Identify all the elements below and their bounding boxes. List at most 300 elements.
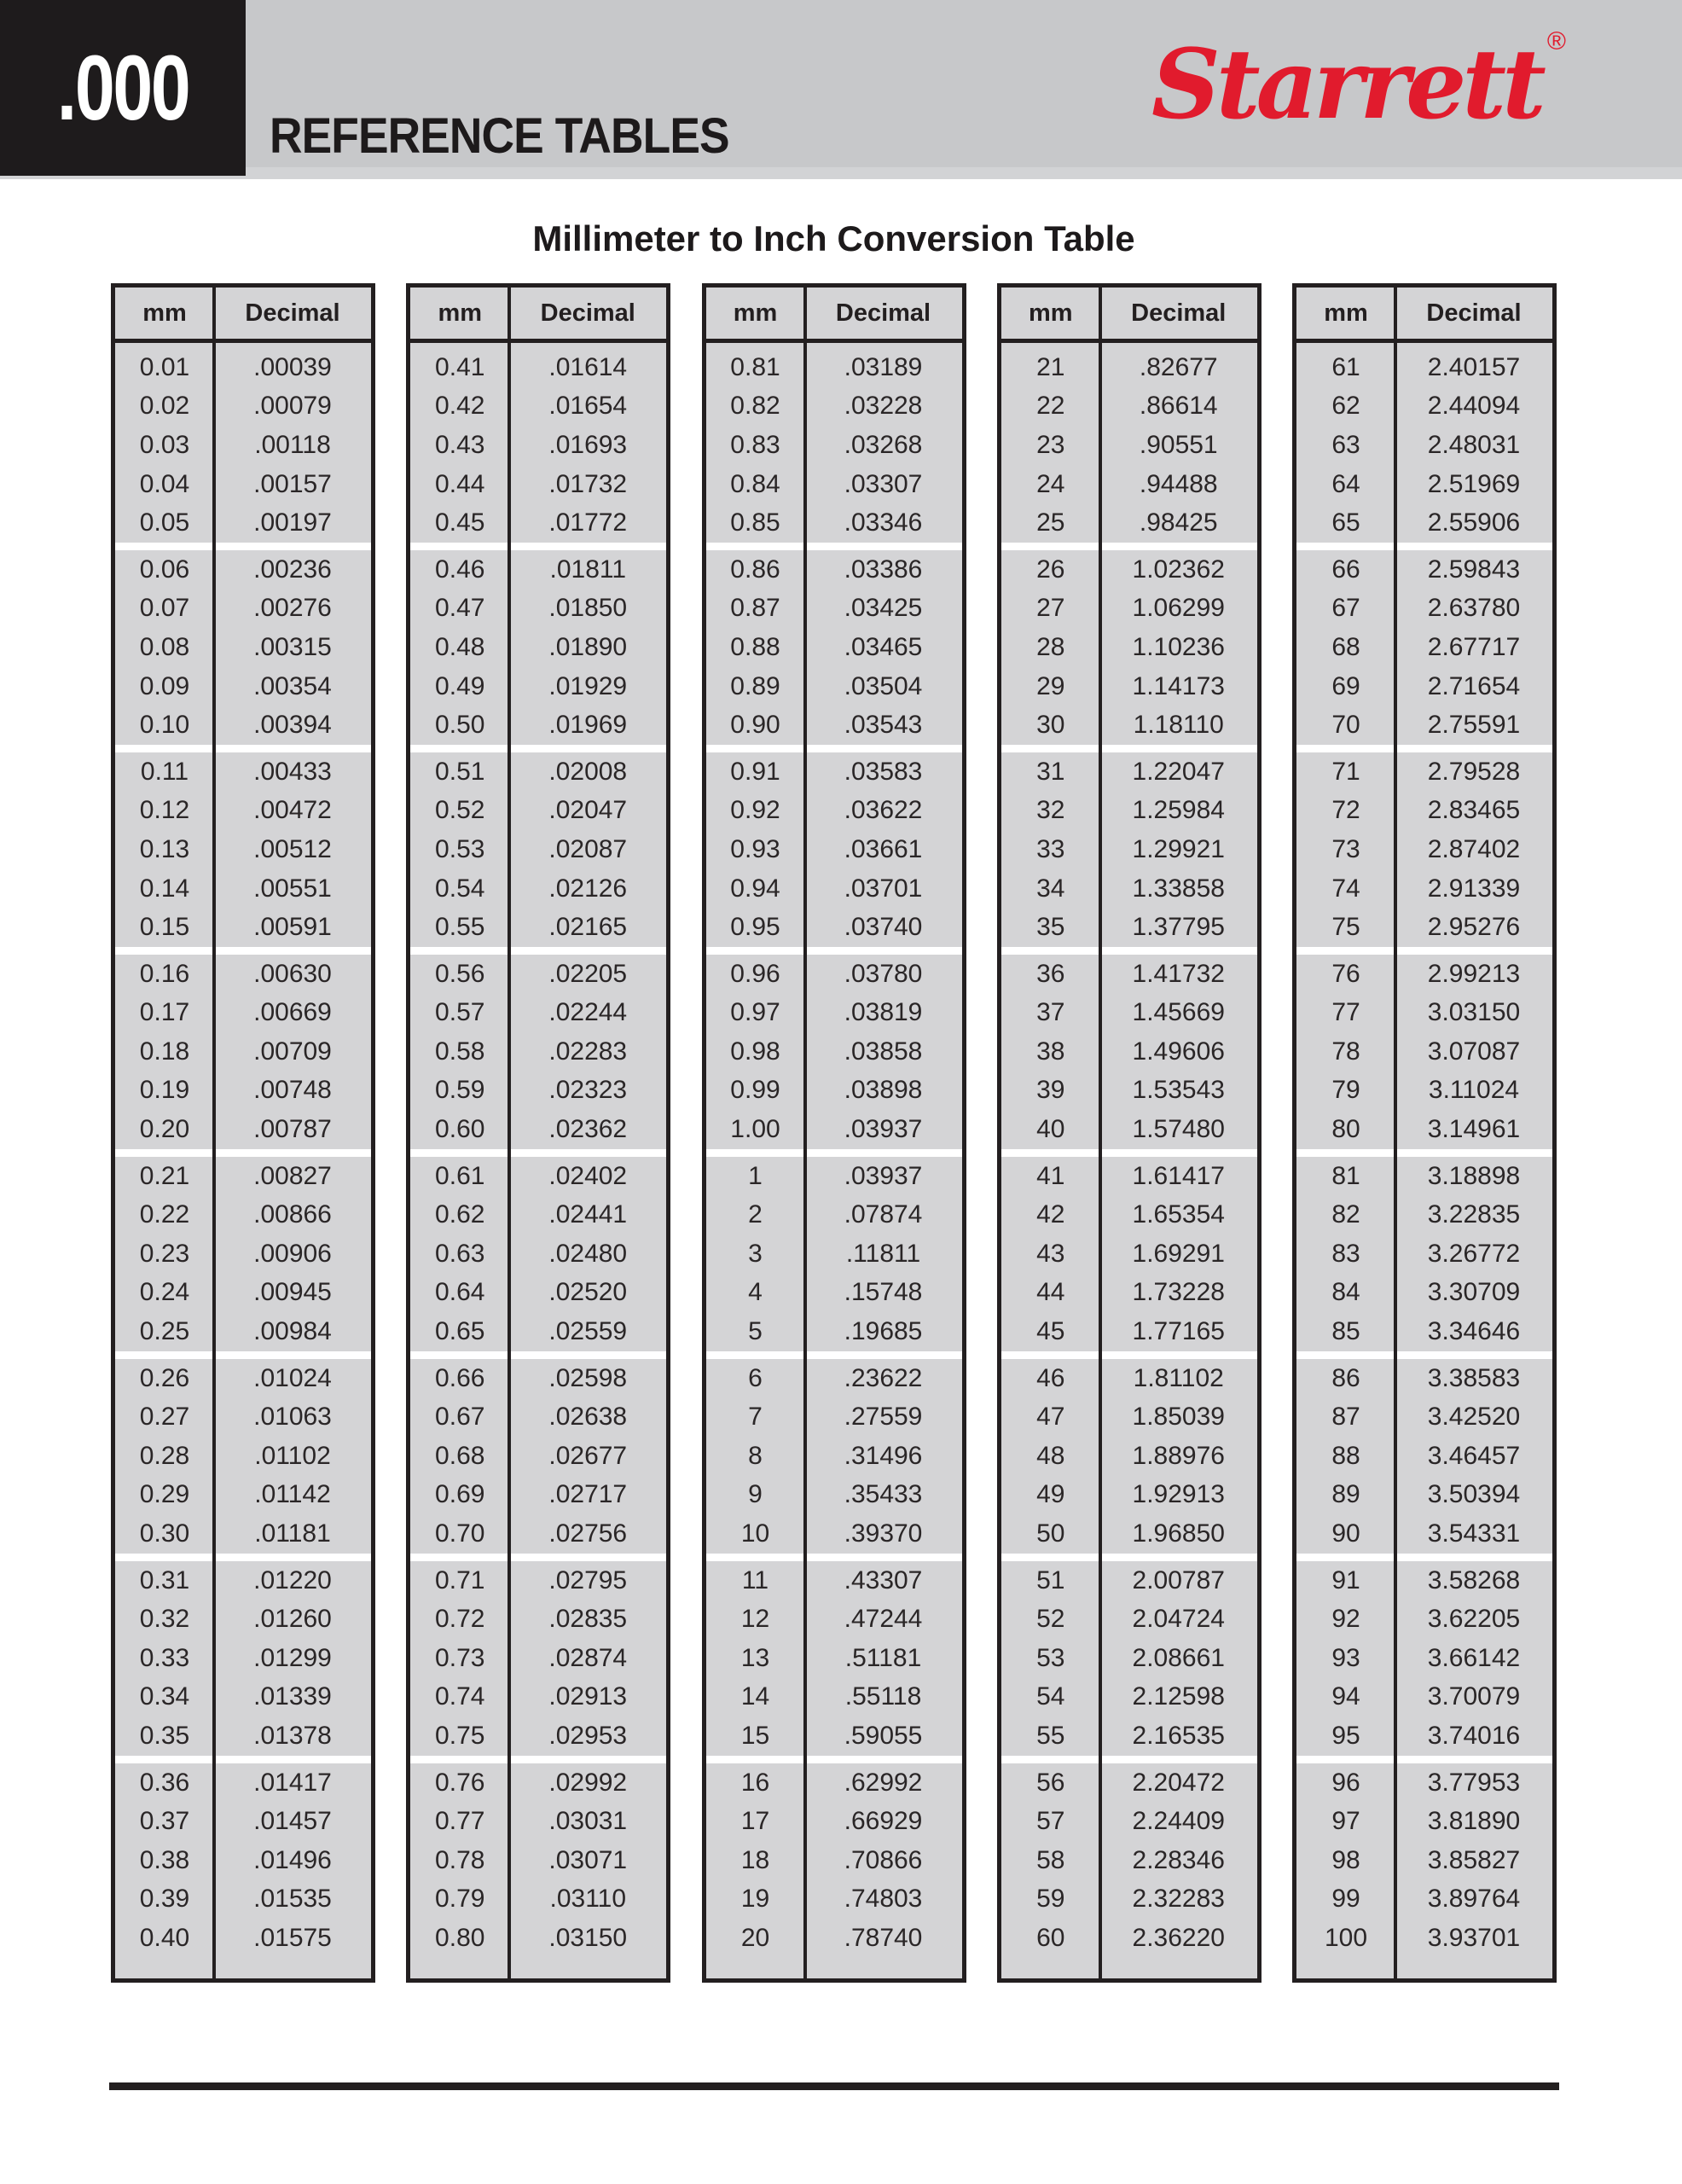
table-row: [1001, 1359, 1257, 1398]
table-row: [706, 387, 962, 427]
decimal-inch-value: 2.83465: [1427, 796, 1521, 825]
mm-value: 0.08: [139, 632, 190, 661]
decimal-inch-value: .02244: [548, 998, 628, 1027]
mm-value: 0.18: [139, 1037, 190, 1066]
decimal-inch-value: 1.96850: [1132, 1519, 1225, 1548]
table-row: [1001, 465, 1257, 504]
mm-value: 0.30: [139, 1519, 190, 1548]
decimal-inch-value: 3.07087: [1427, 1037, 1521, 1066]
mm-value: 0.12: [139, 796, 190, 825]
mm-value: 27: [1036, 594, 1065, 623]
row-group: [1296, 1763, 1552, 1978]
decimal-inch-value: .02953: [548, 1721, 628, 1750]
decimal-inch-value: .00472: [253, 796, 332, 825]
mm-value: 96: [1331, 1768, 1360, 1797]
table-row: [1296, 1274, 1552, 1313]
mm-value: 100: [1324, 1923, 1368, 1952]
column-divider: [1099, 288, 1102, 1978]
decimal-inch-value: 1.61417: [1132, 1161, 1225, 1190]
table-row: [1001, 1437, 1257, 1476]
table-row: [115, 387, 371, 427]
row-group: [706, 1359, 962, 1554]
mm-value: 0.75: [435, 1721, 485, 1750]
decimal-inch-value: .00197: [253, 508, 332, 537]
mm-value: 0.89: [730, 671, 780, 700]
decimal-inch-value: .01693: [548, 430, 628, 459]
table-row: [410, 792, 666, 831]
table-row: [1001, 994, 1257, 1033]
table-row: [115, 426, 371, 465]
decimal-column-header: Decimal: [245, 299, 340, 327]
mm-value: 0.20: [139, 1115, 190, 1144]
decimal-inch-value: .02756: [548, 1519, 628, 1548]
decimal-inch-value: 3.18898: [1427, 1161, 1521, 1190]
table-row: [706, 1157, 962, 1196]
decimal-inch-value: .82677: [1139, 352, 1218, 381]
table-row: [1001, 1397, 1257, 1437]
decimal-inch-value: .70866: [844, 1845, 923, 1874]
table-row: [115, 869, 371, 909]
decimal-inch-value: .02047: [548, 796, 628, 825]
decimal-inch-value: .02323: [548, 1076, 628, 1105]
mm-value: 9: [748, 1480, 763, 1509]
decimal-inch-value: .03425: [844, 594, 923, 623]
table-row: [1001, 869, 1257, 909]
mm-value: 0.92: [730, 796, 780, 825]
table-row: [1296, 706, 1552, 745]
decimal-inch-value: .00984: [253, 1317, 332, 1346]
decimal-inch-value: 3.42520: [1427, 1403, 1521, 1432]
mm-value: 0.24: [139, 1278, 190, 1307]
table-row: [706, 869, 962, 909]
table-row: [706, 1397, 962, 1437]
decimal-inch-value: .02283: [548, 1037, 628, 1066]
table-row: [115, 465, 371, 504]
table-row: [410, 955, 666, 994]
table-row: [115, 830, 371, 869]
table-row: [1296, 792, 1552, 831]
mm-value: 82: [1331, 1200, 1360, 1229]
mm-value: 0.41: [435, 352, 485, 381]
decimal-inch-value: .00236: [253, 555, 332, 584]
mm-value: 0.32: [139, 1605, 190, 1634]
decimal-inch-value: .02362: [548, 1115, 628, 1144]
table-row: [115, 1678, 371, 1717]
decimal-inch-value: .43307: [844, 1565, 923, 1594]
decimal-inch-value: .00118: [254, 430, 331, 459]
table-row: [410, 1032, 666, 1072]
decimal-inch-value: .00866: [253, 1200, 332, 1229]
mm-value: 0.22: [139, 1200, 190, 1229]
table-row: [706, 1312, 962, 1351]
mm-column-header: mm: [1028, 299, 1073, 327]
table-row: [706, 1561, 962, 1600]
mm-value: 37: [1036, 998, 1065, 1027]
table-row: [706, 1639, 962, 1678]
mm-value: 0.93: [730, 834, 780, 863]
table-row: [410, 348, 666, 387]
mm-value: 0.73: [435, 1643, 485, 1672]
mm-value: 0.33: [139, 1643, 190, 1672]
decimal-inch-value: .01299: [253, 1643, 332, 1672]
table-row: [1001, 1514, 1257, 1554]
decimal-inch-value: .35433: [844, 1480, 923, 1509]
table-row: [706, 1110, 962, 1149]
table-row: [706, 503, 962, 543]
table-row: [1001, 792, 1257, 831]
table-row: [1296, 955, 1552, 994]
table-row: [706, 465, 962, 504]
table-row: [706, 1919, 962, 1958]
table-row: [1296, 348, 1552, 387]
table-row: [1001, 955, 1257, 994]
table-row: [1296, 1880, 1552, 1920]
decimal-inch-value: .00709: [253, 1037, 332, 1066]
decimal-inch-value: 1.81102: [1133, 1363, 1224, 1392]
mm-value: 0.68: [435, 1441, 485, 1470]
mm-value: 0.65: [435, 1317, 485, 1346]
mm-value: 0.47: [435, 594, 485, 623]
row-group: [115, 1157, 371, 1351]
mm-value: 0.14: [139, 874, 190, 903]
decimal-inch-value: 2.36220: [1132, 1923, 1225, 1952]
mm-value: 57: [1036, 1807, 1065, 1836]
table-title: Millimeter to Inch Conversion Table: [532, 218, 1135, 258]
table-row: [1001, 1157, 1257, 1196]
mm-value: 28: [1036, 632, 1065, 661]
decimal-inch-value: 1.49606: [1132, 1037, 1225, 1066]
table-row: [706, 1195, 962, 1234]
decimal-inch-value: .00748: [253, 1076, 332, 1105]
row-group: [410, 752, 666, 947]
table-row: [706, 1802, 962, 1841]
decimal-inch-value: .02087: [548, 834, 628, 863]
decimal-inch-value: .01496: [253, 1845, 332, 1874]
mm-value: 30: [1036, 711, 1065, 740]
decimal-inch-value: 2.24409: [1132, 1807, 1225, 1836]
row-group: [1001, 1561, 1257, 1756]
mm-value: 0.64: [435, 1278, 485, 1307]
mm-value: 65: [1331, 508, 1360, 537]
decimal-inch-value: .03307: [844, 469, 923, 498]
decimal-inch-value: .15748: [844, 1278, 923, 1307]
row-group: [410, 1561, 666, 1756]
column-divider: [803, 288, 807, 1978]
mm-value: 0.42: [435, 392, 485, 421]
table-row: [115, 590, 371, 629]
table-body: [1001, 343, 1257, 1978]
mm-value: 0.87: [730, 594, 780, 623]
mm-value: 0.97: [730, 998, 780, 1027]
decimal-inch-value: .00906: [253, 1239, 332, 1268]
table-row: [115, 1195, 371, 1234]
table-header-row: [706, 288, 962, 343]
decimal-inch-value: .02126: [548, 874, 628, 903]
mm-value: 0.55: [435, 913, 485, 942]
decimal-inch-value: .00551: [253, 874, 332, 903]
mm-value: 41: [1036, 1161, 1065, 1190]
mm-value: 0.26: [139, 1363, 190, 1392]
table-row: [410, 1476, 666, 1515]
table-row: [1296, 1514, 1552, 1554]
decimal-inch-value: .02520: [548, 1278, 628, 1307]
mm-value: 14: [740, 1682, 770, 1711]
table-row: [706, 590, 962, 629]
table-row: [1001, 1072, 1257, 1111]
mm-value: 0.95: [730, 913, 780, 942]
table-row: [115, 1514, 371, 1554]
table-row: [1296, 752, 1552, 792]
table-row: [706, 1678, 962, 1717]
table-row: [1296, 1072, 1552, 1111]
column-divider: [1394, 288, 1397, 1978]
mm-value: 0.74: [435, 1682, 485, 1711]
section-tab-box: [0, 0, 246, 176]
decimal-inch-value: .01811: [549, 555, 627, 584]
decimal-inch-value: .03622: [844, 796, 923, 825]
mm-value: 56: [1036, 1768, 1065, 1797]
table-row: [1296, 1561, 1552, 1600]
table-row: [115, 1639, 371, 1678]
row-group: [1296, 955, 1552, 1149]
decimal-inch-value: 2.95276: [1427, 913, 1521, 942]
mm-value: 70: [1331, 711, 1360, 740]
mm-value: 0.80: [435, 1923, 485, 1952]
table-row: [1296, 1110, 1552, 1149]
table-row: [115, 1157, 371, 1196]
decimal-inch-value: .01024: [253, 1363, 332, 1392]
table-row: [1001, 550, 1257, 590]
mm-value: 0.50: [435, 711, 485, 740]
table-row: [1296, 1476, 1552, 1515]
table-row: [1296, 830, 1552, 869]
decimal-inch-value: 2.55906: [1427, 508, 1521, 537]
row-group: [410, 550, 666, 745]
row-group: [1296, 1359, 1552, 1554]
mm-value: 0.21: [139, 1161, 190, 1190]
decimal-inch-value: 3.70079: [1427, 1682, 1521, 1711]
table-row: [115, 1763, 371, 1803]
mm-value: 36: [1036, 959, 1065, 988]
decimal-inch-value: .00591: [253, 913, 332, 942]
mm-value: 0.45: [435, 508, 485, 537]
mm-value: 66: [1331, 555, 1360, 584]
mm-value: 91: [1331, 1565, 1360, 1594]
table-row: [410, 1678, 666, 1717]
decimal-inch-value: 1.45669: [1132, 998, 1225, 1027]
row-group: [706, 752, 962, 947]
decimal-inch-value: .03386: [844, 555, 923, 584]
decimal-inch-value: .03583: [844, 757, 923, 786]
mm-value: 0.60: [435, 1115, 485, 1144]
decimal-column-header: Decimal: [540, 299, 635, 327]
decimal-inch-value: .98425: [1139, 508, 1218, 537]
decimal-inch-value: .00433: [253, 757, 332, 786]
table-row: [706, 1763, 962, 1803]
table-row: [706, 426, 962, 465]
mm-value: 44: [1036, 1278, 1065, 1307]
mm-value: 25: [1036, 508, 1065, 537]
table-row: [706, 1437, 962, 1476]
row-group: [1296, 343, 1552, 543]
table-row: [1296, 1234, 1552, 1274]
decimal-inch-value: .66929: [844, 1807, 923, 1836]
mm-value: 0.79: [435, 1885, 485, 1914]
table-row: [410, 503, 666, 543]
decimal-inch-value: .03701: [844, 874, 923, 903]
decimal-inch-value: 1.18110: [1133, 711, 1224, 740]
table-row: [410, 1312, 666, 1351]
table-row: [1001, 348, 1257, 387]
mm-value: 73: [1331, 834, 1360, 863]
decimal-inch-value: .00512: [253, 834, 332, 863]
table-row: [1001, 628, 1257, 667]
mm-value: 0.31: [139, 1565, 190, 1594]
row-group: [706, 343, 962, 543]
decimal-inch-value: 3.58268: [1427, 1565, 1521, 1594]
mm-value: 0.61: [435, 1161, 485, 1190]
mm-value: 39: [1036, 1076, 1065, 1105]
row-group: [410, 955, 666, 1149]
mm-value: 58: [1036, 1845, 1065, 1874]
table-row: [1001, 1880, 1257, 1920]
mm-value: 64: [1331, 469, 1360, 498]
decimal-inch-value: .00157: [253, 469, 332, 498]
mm-value: 48: [1036, 1441, 1065, 1470]
mm-value: 68: [1331, 632, 1360, 661]
decimal-inch-value: 2.40157: [1427, 352, 1521, 381]
decimal-inch-value: .51181: [844, 1643, 922, 1672]
decimal-inch-value: 1.53543: [1132, 1076, 1225, 1105]
row-group: [706, 550, 962, 745]
table-row: [115, 1110, 371, 1149]
mm-value: 85: [1331, 1317, 1360, 1346]
decimal-inch-value: .03661: [844, 834, 923, 863]
mm-value: 0.17: [139, 998, 190, 1027]
mm-value: 18: [740, 1845, 770, 1874]
table-row: [1296, 1312, 1552, 1351]
table-row: [410, 550, 666, 590]
decimal-inch-value: .01535: [253, 1885, 332, 1914]
table-row: [706, 667, 962, 706]
table-row: [410, 667, 666, 706]
row-group: [706, 1763, 962, 1978]
mm-value: 23: [1036, 430, 1065, 459]
table-row: [115, 1072, 371, 1111]
table-row: [706, 1476, 962, 1515]
conversion-table-1: [111, 283, 375, 1983]
mm-value: 0.09: [139, 671, 190, 700]
decimal-inch-value: .03819: [844, 998, 923, 1027]
table-header-row: [115, 288, 371, 343]
table-row: [1296, 994, 1552, 1033]
decimal-inch-value: .00354: [253, 671, 332, 700]
mm-value: 47: [1036, 1403, 1065, 1432]
decimal-inch-value: 2.32283: [1132, 1885, 1225, 1914]
row-group: [410, 343, 666, 543]
mm-value: 0.37: [139, 1807, 190, 1836]
decimal-inch-value: .62992: [844, 1768, 923, 1797]
mm-value: 7: [748, 1403, 763, 1432]
mm-value: 17: [740, 1807, 770, 1836]
decimal-inch-value: 1.06299: [1132, 594, 1225, 623]
decimal-inch-value: .02638: [548, 1403, 628, 1432]
decimal-inch-value: 1.73228: [1132, 1278, 1225, 1307]
table-row: [410, 1195, 666, 1234]
row-group: [1001, 1763, 1257, 1978]
decimal-inch-value: .01969: [548, 711, 628, 740]
table-row: [410, 869, 666, 909]
mm-value: 11: [741, 1565, 769, 1594]
decimal-inch-value: 3.22835: [1427, 1200, 1521, 1229]
table-row: [115, 1919, 371, 1958]
table-row: [706, 1274, 962, 1313]
decimal-inch-value: 3.74016: [1427, 1721, 1521, 1750]
mm-value: 29: [1036, 671, 1065, 700]
decimal-inch-value: 2.28346: [1132, 1845, 1225, 1874]
table-row: [410, 908, 666, 947]
table-row: [1001, 752, 1257, 792]
row-group: [1296, 1157, 1552, 1351]
mm-value: 0.48: [435, 632, 485, 661]
mm-value: 63: [1331, 430, 1360, 459]
table-row: [410, 1110, 666, 1149]
table-row: [115, 1437, 371, 1476]
mm-value: 67: [1331, 594, 1360, 623]
decimal-inch-value: .01929: [548, 671, 628, 700]
mm-value: 0.49: [435, 671, 485, 700]
mm-value: 13: [740, 1643, 770, 1672]
mm-value: 0.10: [139, 711, 190, 740]
mm-value: 75: [1331, 913, 1360, 942]
decimal-inch-value: .01378: [253, 1721, 332, 1750]
decimal-inch-value: 1.29921: [1132, 834, 1225, 863]
mm-value: 32: [1036, 796, 1065, 825]
table-row: [115, 1032, 371, 1072]
table-row: [1296, 1841, 1552, 1880]
table-row: [410, 1880, 666, 1920]
mm-value: 89: [1331, 1480, 1360, 1509]
decimal-inch-value: 3.46457: [1427, 1441, 1521, 1470]
table-row: [115, 908, 371, 947]
table-row: [115, 1312, 371, 1351]
footer-rule: [109, 2082, 1559, 2090]
decimal-inch-value: 1.22047: [1132, 757, 1225, 786]
table-row: [115, 667, 371, 706]
table-row: [1296, 667, 1552, 706]
page-header-title: REFERENCE TABLES: [270, 108, 729, 164]
decimal-inch-value: .78740: [844, 1923, 923, 1952]
decimal-inch-value: .03898: [844, 1076, 923, 1105]
decimal-inch-value: 3.30709: [1427, 1278, 1521, 1307]
row-group: [115, 343, 371, 543]
decimal-inch-value: 1.10236: [1132, 632, 1225, 661]
decimal-inch-value: .74803: [844, 1885, 923, 1914]
mm-value: 1.00: [730, 1115, 780, 1144]
mm-value: 0.84: [730, 469, 780, 498]
mm-value: 0.03: [139, 430, 190, 459]
mm-value: 3: [748, 1239, 763, 1268]
mm-value: 40: [1036, 1115, 1065, 1144]
table-row: [410, 1763, 666, 1803]
table-body: [706, 343, 962, 1978]
mm-value: 0.67: [435, 1403, 485, 1432]
table-row: [410, 1716, 666, 1756]
decimal-inch-value: 3.89764: [1427, 1885, 1521, 1914]
decimal-inch-value: .03110: [549, 1885, 627, 1914]
row-group: [1001, 752, 1257, 947]
mm-value: 0.36: [139, 1768, 190, 1797]
